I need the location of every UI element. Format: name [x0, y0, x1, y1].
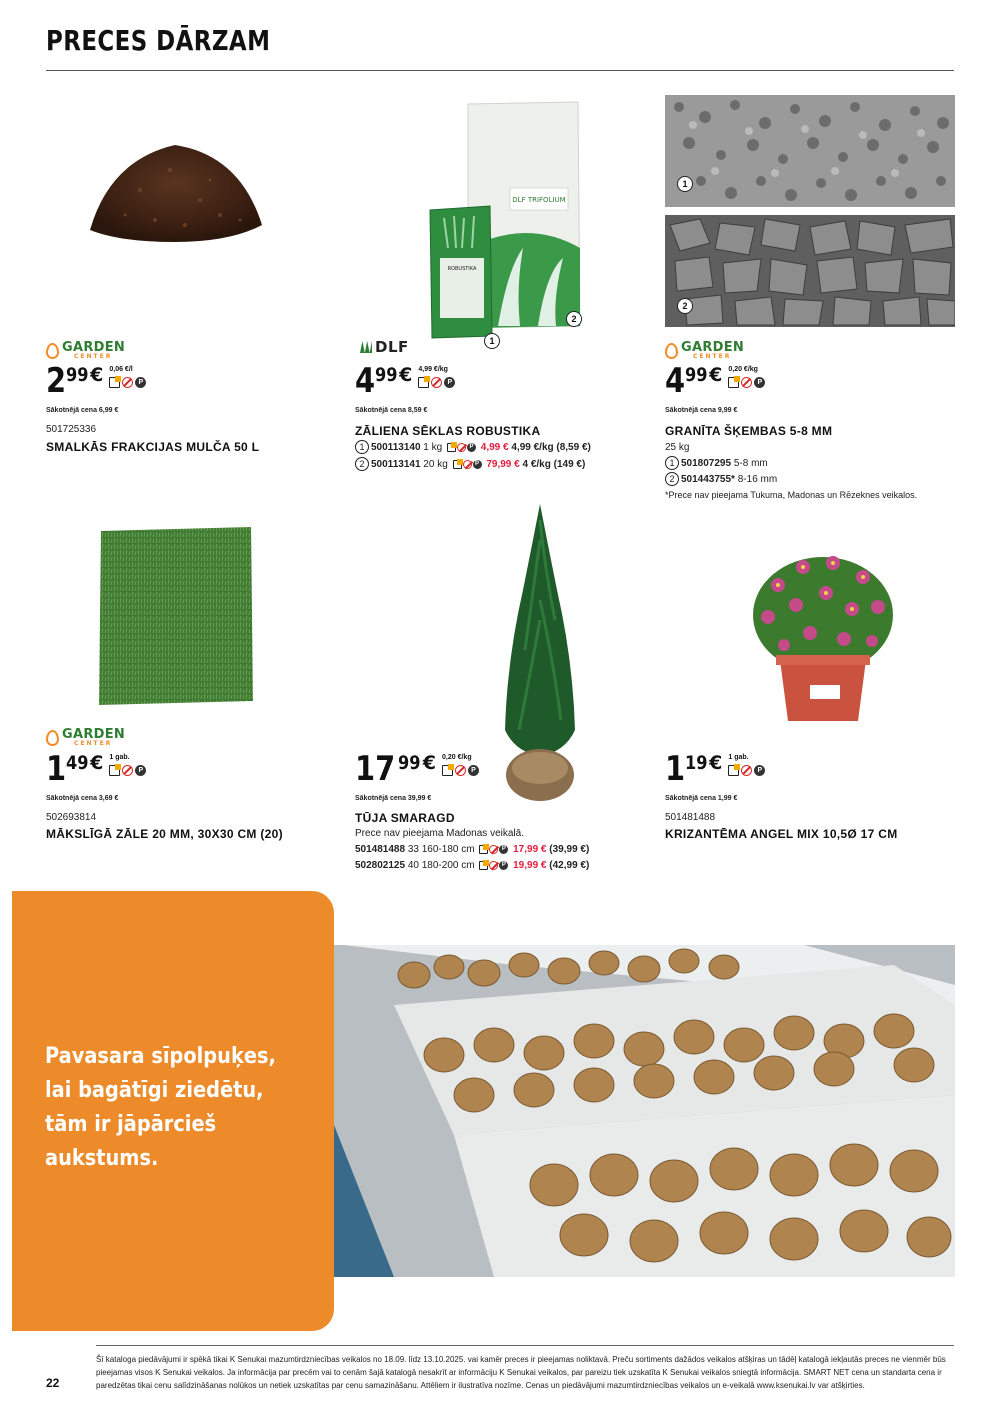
- price-tag: 17 99 € 0,20 €/kg P: [355, 754, 479, 784]
- no-discount-icon: [122, 377, 133, 388]
- p-badge-icon: P: [754, 765, 765, 776]
- garden-center-logo: GARDEN CENTER: [665, 341, 744, 360]
- p-badge-icon: P: [499, 861, 508, 870]
- product-name: KRIZANTĒMA ANGEL MIX 10,5Ø 17 CM: [665, 827, 898, 841]
- leaf-icon: [46, 730, 59, 746]
- price-tag: 4 99 € 4,99 €/kg P: [355, 366, 455, 396]
- unit-price: 0,06 €/l: [109, 366, 133, 373]
- p-badge-icon: P: [444, 377, 455, 388]
- price-tag: 1 19 € 1 gab. P: [665, 754, 765, 784]
- original-price: Sākotnējā cena 6,99 €: [46, 407, 119, 414]
- original-price: Sākotnējā cena 8,59 €: [355, 407, 428, 414]
- no-discount-icon: [122, 765, 133, 776]
- availability-note: *Prece nav pieejama Tukuma, Madonas un Rēzeknes veikalos.: [665, 490, 918, 500]
- bulbs-photo: [334, 945, 955, 1277]
- garden-center-logo: GARDEN CENTER: [46, 341, 125, 360]
- unit-price: 1 gab.: [109, 754, 130, 761]
- variant-line: 1 500113140 1 kg P 4,99 € 4,99 €/kg (8,59 €): [355, 440, 591, 456]
- product-weight: 25 kg: [665, 442, 690, 453]
- price-tag: 1 49 € 1 gab. P: [46, 754, 146, 784]
- product-code: 502693814: [46, 812, 97, 823]
- original-price: Sākotnējā cena 9,99 €: [665, 407, 738, 414]
- product-name: GRANĪTA ŠĶEMBAS 5-8 MM: [665, 424, 833, 438]
- bag-front-label: ROBUSTIKA: [447, 266, 477, 272]
- p-badge-icon: P: [473, 460, 482, 469]
- page-number: 22: [46, 1376, 60, 1390]
- loyalty-card-icon: [728, 377, 739, 388]
- loyalty-card-icon: [109, 377, 120, 388]
- no-discount-icon: [463, 460, 472, 469]
- availability-note: Prece nav pieejama Madonas veikalā.: [355, 828, 524, 839]
- variant-line: 501481488 33 160-180 cm P 17,99 € (39,99 €): [355, 844, 590, 855]
- granite-5-8-image: [665, 95, 955, 207]
- unit-price: 4,99 €/kg: [418, 366, 448, 373]
- variant-badge-1: 1: [677, 176, 693, 192]
- original-price: Sākotnējā cena 39,99 €: [355, 795, 432, 802]
- loyalty-card-icon: [442, 765, 453, 776]
- no-discount-icon: [457, 443, 466, 452]
- product-name: SMALKĀS FRAKCIJAS MULČA 50 L: [46, 440, 260, 454]
- loyalty-card-icon: [109, 765, 120, 776]
- chrysanthemum-image: [748, 545, 898, 725]
- title-divider: [46, 70, 954, 71]
- dlf-logo: DLF: [360, 338, 409, 356]
- loyalty-card-icon: [453, 460, 462, 469]
- loyalty-card-icon: [479, 845, 488, 854]
- p-badge-icon: P: [135, 377, 146, 388]
- loyalty-card-icon: [447, 443, 456, 452]
- artificial-grass-image: [95, 525, 255, 710]
- unit-price: 1 gab.: [728, 754, 749, 761]
- p-badge-icon: P: [499, 845, 508, 854]
- no-discount-icon: [431, 377, 442, 388]
- variant-badge-2: 2: [677, 298, 693, 314]
- variant-badge-2: 2: [566, 311, 582, 327]
- p-badge-icon: P: [135, 765, 146, 776]
- p-badge-icon: P: [754, 377, 765, 388]
- variant-line: 2 501443755* 8-16 mm: [665, 472, 777, 488]
- leaf-icon: [665, 343, 678, 359]
- no-discount-icon: [741, 765, 752, 776]
- loyalty-card-icon: [479, 861, 488, 870]
- mulch-image: [80, 120, 270, 250]
- page-title: PRECES DĀRZAM: [46, 24, 271, 57]
- no-discount-icon: [489, 861, 498, 870]
- footer-divider: [96, 1345, 954, 1346]
- thuja-tree-image: [495, 500, 585, 805]
- original-price: Sākotnējā cena 3,69 €: [46, 795, 119, 802]
- leaf-icon: [46, 343, 59, 359]
- loyalty-card-icon: [418, 377, 429, 388]
- no-discount-icon: [455, 765, 466, 776]
- product-name: TŪJA SMARAGD: [355, 811, 455, 825]
- bag-back-label: DLF TRIFOLIUM: [512, 196, 566, 204]
- variant-line: 502802125 40 180-200 cm P 19,99 € (42,99 €): [355, 860, 590, 871]
- product-name: ZĀLIENA SĒKLAS ROBUSTIKA: [355, 424, 541, 438]
- no-discount-icon: [489, 845, 498, 854]
- variant-badge-1: 1: [484, 333, 500, 349]
- granite-8-16-image: [665, 215, 955, 327]
- p-badge-icon: P: [467, 443, 476, 452]
- price-tag: 2 99 € 0,06 €/l P: [46, 366, 146, 396]
- dlf-mark-icon: [360, 341, 372, 353]
- loyalty-card-icon: [728, 765, 739, 776]
- unit-price: 0,20 €/kg: [728, 366, 758, 373]
- variant-line: 2 500113141 20 kg P 79,99 € 4 €/kg (149 €): [355, 457, 585, 473]
- garden-center-logo: GARDEN CENTER: [46, 728, 125, 747]
- product-code: 501481488: [665, 812, 716, 823]
- original-price: Sākotnējā cena 1,99 €: [665, 795, 738, 802]
- no-discount-icon: [741, 377, 752, 388]
- promo-headline: Pavasara sīpolpuķes, lai bagātīgi ziedētu, tām ir jāpārcieš aukstums.: [45, 1044, 276, 1171]
- p-badge-icon: P: [468, 765, 479, 776]
- legal-disclaimer: Šī kataloga piedāvājumi ir spēkā tikai K Senukai mazumtirdzniecības veikalos no 18.09. līdz 13.10.2025. vai kamēr preces ir pieejamas noliktavā. Preču sortiments dažādos veikalos atšķiras un tādēļ katalogā iekļautās preces ne vienmēr būs pieejamas visos K Senukai veikalos. Ja informācija par precēm vai to cenām šajā katalogā nesakrīt ar informāciju K Senukai veikalos, par pareizu tiek uzskatīta K Senukai veikalos sniegtā informācija. SMART NET cena un standarta cena ir paredzētas tikai cenu salīdzināšanas nolūkos un netiek uzskatītas par cenu samazināšanu. Attēliem ir ilustratīva nozīme. Cenas un piedāvājumi mazumtirdzniecības veikalos un e-veikalā www.ksenukai.lv var atšķirties.: [96, 1355, 946, 1390]
- price-tag: 4 99 € 0,20 €/kg P: [665, 366, 765, 396]
- unit-price: 0,20 €/kg: [442, 754, 472, 761]
- variant-line: 1 501807295 5-8 mm: [665, 456, 768, 472]
- product-code: 501725336: [46, 424, 97, 435]
- product-name: MĀKSLĪGĀ ZĀLE 20 MM, 30X30 CM (20): [46, 827, 283, 841]
